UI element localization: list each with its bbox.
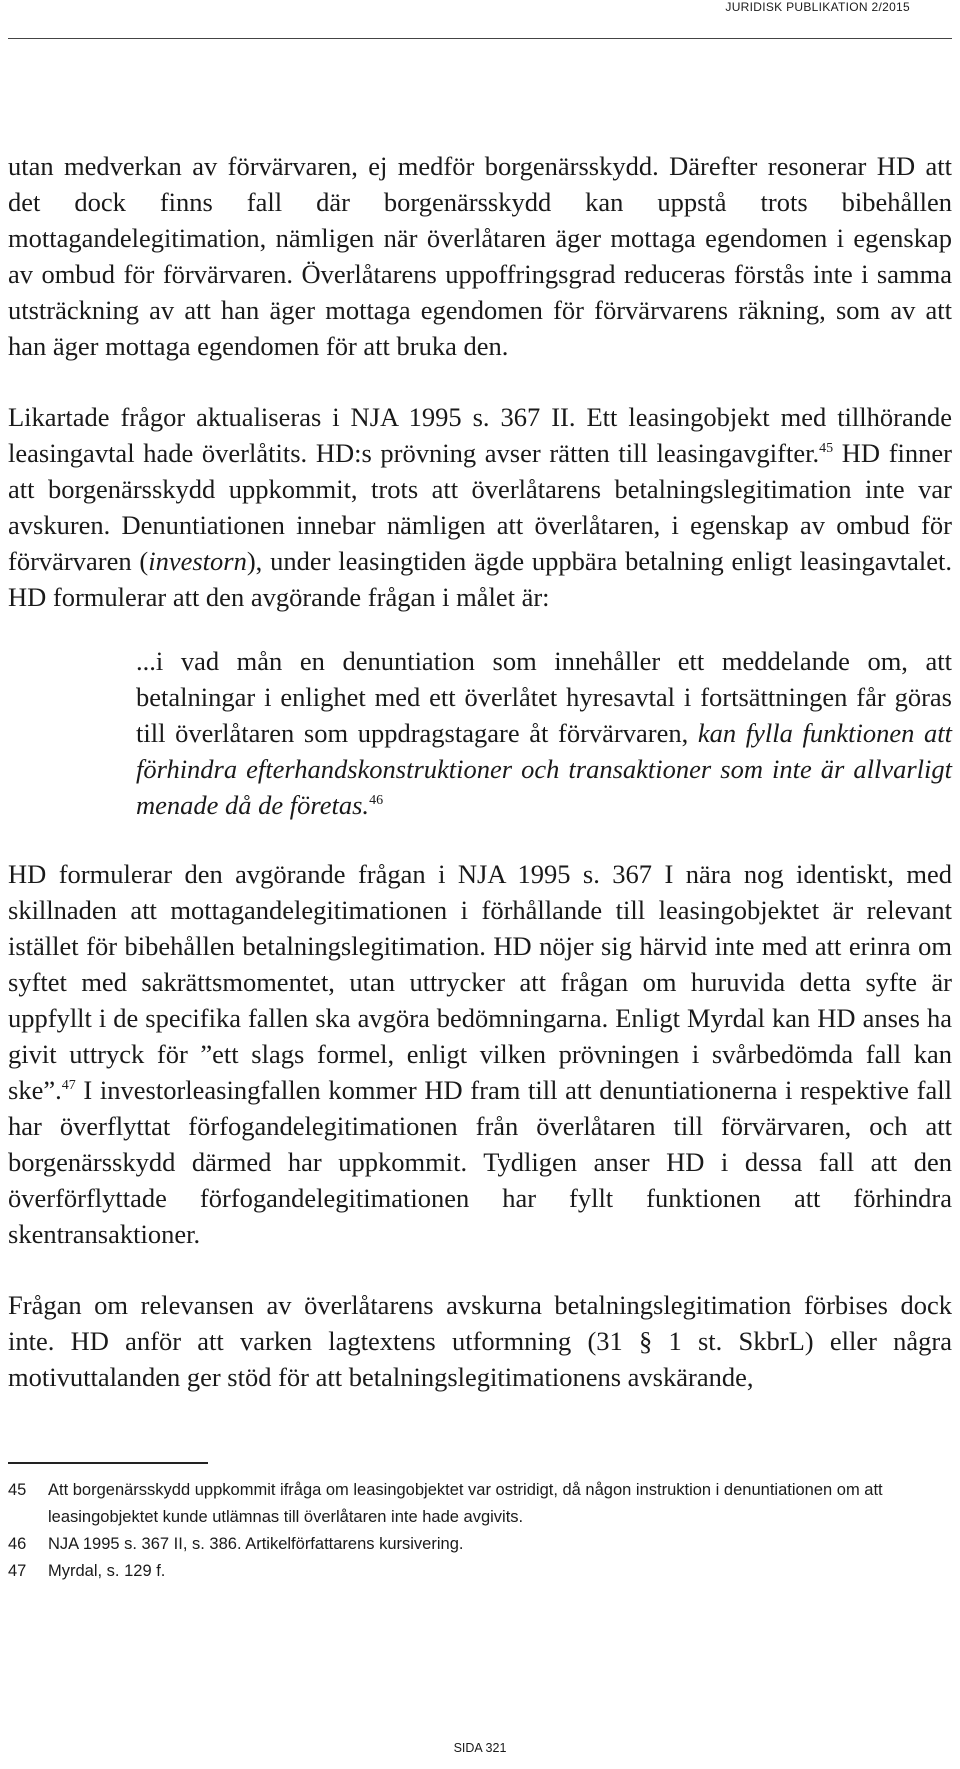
- footnote-text: Att borgenärsskydd uppkommit ifråga om leasingobjektet var ostridigt, då någon instruktion i denuntiationen om att leasingobjektet kunde utlämnas till överlåtaren inte hade avgivits.: [48, 1481, 883, 1526]
- footnote-ref-45[interactable]: 45: [819, 441, 834, 457]
- footnote-ref-47[interactable]: 47: [61, 1078, 76, 1094]
- page-number: SIDA 321: [453, 1741, 507, 1755]
- footnote-number: 45: [8, 1481, 27, 1499]
- running-header: JURIDISK PUBLIKATION 2/2015: [725, 0, 910, 14]
- paragraph-2-text-b: HD finner att borgenärsskydd uppkommit, trots att överlåtarens betalningslegitimation inte var avskuren. Denuntiationen innebar nämligen att överlåtaren, i egenskap av ombud för förvärvaren (: [8, 438, 952, 576]
- paragraph-1: utan medverkan av förvärvaren, ej medför borgenärsskydd. Därefter resonerar HD att det dock finns fall där borgenärsskydd kan uppstå trots bibehållen mottagandelegitimation, nämligen när överlåtaren äger mottaga egendomen i egenskap av ombud för förvärvaren. Överlåtarens uppoffringsgrad reduceras förstås inte i samma utsträckning av att han äger mottaga egendomen för förvärvarens räkning, som av att han äger mottaga egendomen för att bruka den.: [8, 151, 952, 361]
- paragraph-3-text-b: I investorleasingfallen kommer HD fram till att denuntiationerna i respektive fall har överflyttat förfogandelegitimationen från överlåtaren till förvärvaren, och att borgenärsskydd därmed har uppkommit. Tydligen anser HD i dessa fall att den överförflyttade förfogandelegitimationen har fyllt funktionen att förhindra skentransaktioner.: [8, 1075, 952, 1249]
- footnote-47: [8, 1558, 952, 1585]
- body-text: [8, 148, 952, 1395]
- paragraph-4: Frågan om relevansen av överlåtarens avskurna betalningslegitimation förbises dock inte. HD anför att varken lagtextens utformning (31 § 1 st. SkbrL) eller några motivuttalanden ger stöd för att betalningslegitimationens avskärande,: [8, 1290, 952, 1392]
- header-rule: [8, 38, 952, 39]
- paragraph-2-italic: investorn: [148, 546, 247, 576]
- footnotes: [8, 1477, 952, 1585]
- footnote-46: [8, 1531, 952, 1558]
- paragraph-3: [8, 856, 952, 1252]
- paragraph-3-text-a: HD formulerar den avgörande frågan i NJA 1995 s. 367 I nära nog identiskt, med skillnaden att mottagandelegitimationen i förhållande till leasingobjektet är relevant istället för bibehållen betalningslegitimation. HD nöjer sig härvid inte med att erinra om syftet med sakrättsmomentet, utan uttrycker att frågan om huruvida detta syfte är uppfyllt i de specifika fallen ska avgöra bedömningarna. Enligt Myrdal kan HD anses ha givit uttryck för ”ett slags formel, enligt vilken prövningen i svårbedömda fall kan ske”.: [8, 859, 952, 1105]
- paragraph-2: [8, 399, 952, 615]
- footnote-number: 46: [8, 1535, 27, 1553]
- footnote-text: NJA 1995 s. 367 II, s. 386. Artikelförfattarens kursivering.: [48, 1535, 464, 1553]
- quote-italic: kan fylla funktionen att förhindra efterhandskonstruktioner och transaktioner som inte är allvarligt menade då de företas.: [136, 718, 952, 820]
- footnote-ref-46[interactable]: 46: [369, 793, 384, 809]
- footnote-rule: [8, 1462, 208, 1464]
- paragraph-2-text-a: Likartade frågor aktualiseras i NJA 1995 s. 367 II. Ett leasingobjekt med tillhörande leasingavtal hade överlåtits. HD:s prövning avser rätten till leasingavgifter.: [8, 402, 952, 468]
- footnote-number: 47: [8, 1562, 27, 1580]
- footnote-45: [8, 1477, 952, 1531]
- paragraph-2-text-c: ), under leasingtiden ägde uppbära betalning enligt leasingavtalet. HD formulerar att den avgörande frågan i målet är:: [8, 546, 952, 612]
- quote-text: ...i vad mån en denuntiation som innehåller ett meddelande om, att betalningar i enlighet med ett överlåtet hyresavtal i fortsättningen får göras till överlåtaren som uppdragstagare åt förvärvaren,: [136, 646, 952, 748]
- block-quote: [136, 643, 952, 823]
- footnote-text: Myrdal, s. 129 f.: [48, 1562, 166, 1580]
